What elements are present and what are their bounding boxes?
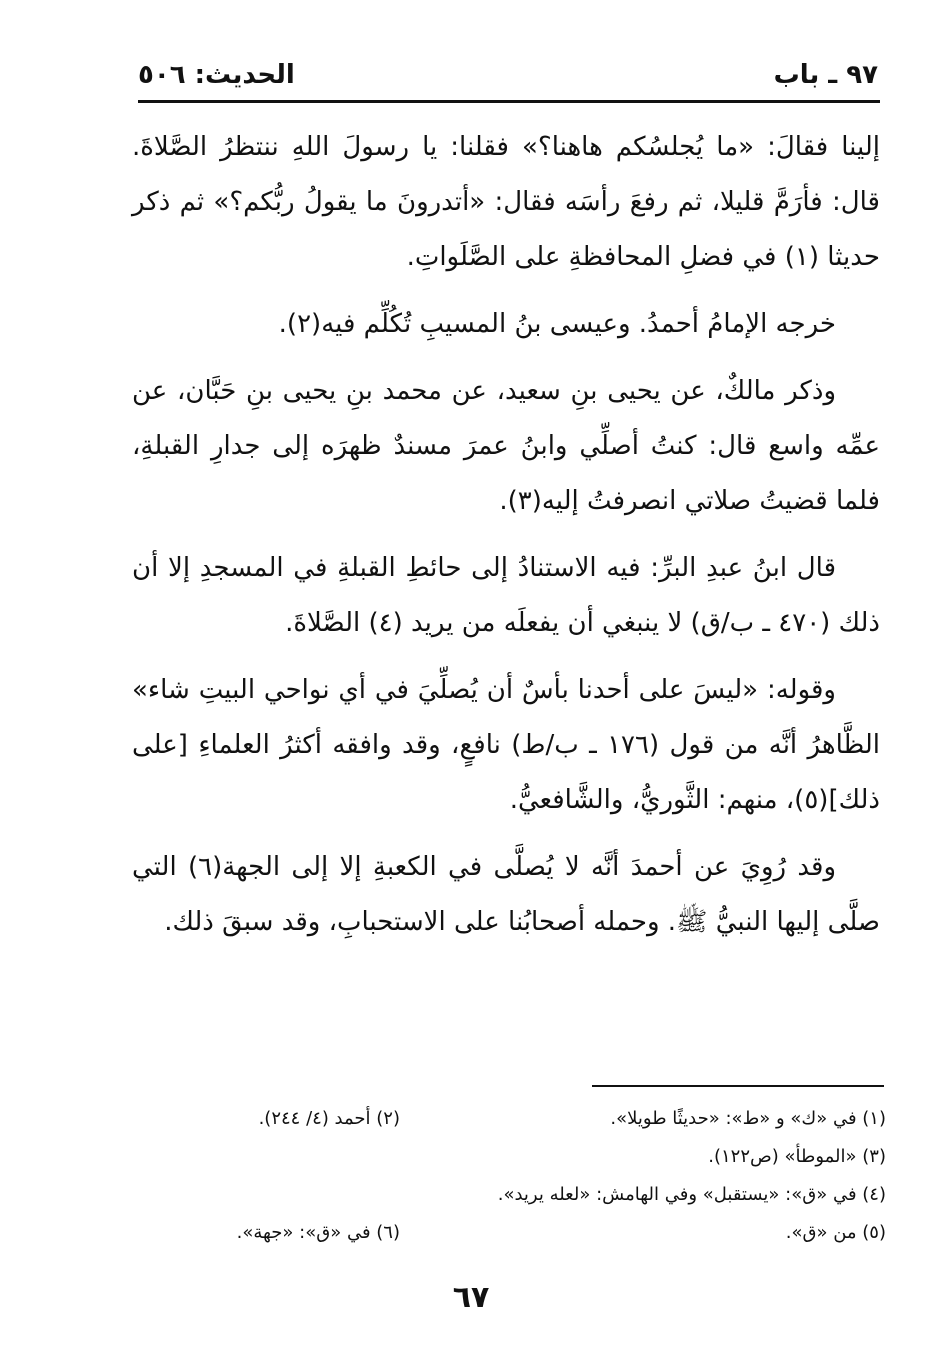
footnote-row — [190, 1138, 886, 1176]
paragraph-4: قال ابنُ عبدِ البرِّ: فيه الاستنادُ إلى حائطِ القبلةِ في المسجدِ إلا أن ذلك (٤٧٠ ـ ب/ق) لا ينبغي أن يفعلَه من يريد (٤) الصَّلاةَ. — [132, 553, 880, 638]
chapter-heading: ٩٧ ـ باب — [773, 60, 878, 90]
page-number: ٦٧ — [452, 1280, 490, 1315]
footnote-6: (٦) في «ق»: «جهة». — [236, 1222, 400, 1243]
paragraph-6: وقد رُوِيَ عن أحمدَ أنَّه لا يُصلَّى في الكعبةِ إلا إلى الجهة(٦) التي صلَّى إليها النبيُّ ﷺ. وحمله أصحابُنا على الاستحبابِ، وقد سبقَ ذلك. — [132, 852, 880, 937]
footnote-divider — [592, 1085, 884, 1087]
paragraph-5: وقوله: «ليسَ على أحدنا بأسٌ أن يُصلِّيَ في أي نواحي البيتِ شاء» الظَّاهرُ أنَّه من قول (١٧٦ ـ ب/ط) نافعٍ، وقد وافقه أكثرُ العلماءِ [على ذلك](٥)، منهم: الثَّوريُّ، والشَّافعيُّ. — [132, 675, 880, 815]
footnotes — [190, 1100, 886, 1252]
paragraph-1: إلينا فقالَ: «ما يُجلسُكم هاهنا؟» فقلنا: يا رسولَ اللهِ ننتظرُ الصَّلاةَ. قال: فأرَمَّ قليلا، ثم رفعَ رأسَه فقال: «أتدرونَ ما يقولُ ربُّكم؟» ثم ذكر حديثا (١) في فضلِ المحافظةِ على الصَّلَواتِ. — [132, 132, 880, 272]
paragraph-3: وذكر مالكٌ، عن يحيى بنِ سعيد، عن محمد بنِ يحيى بنِ حَبَّان، عن عمِّه واسع قال: كنتُ أصلِّي وابنُ عمرَ مسندٌ ظهرَه إلى جدارِ القبلةِ، فلما قضيتُ صلاتي انصرفتُ إليه(٣). — [132, 376, 880, 516]
footnote-row — [190, 1100, 886, 1138]
footnote-4: (٤) في «ق»: «يستقبل» وفي الهامش: «لعله يريد». — [497, 1184, 886, 1205]
header-divider — [138, 100, 880, 103]
footnote-3: (٣) «الموطأ» (ص١٢٢). — [708, 1146, 886, 1167]
running-header — [138, 60, 878, 96]
footnote-2: (٢) أحمد (٤/ ٢٤٤). — [258, 1108, 400, 1129]
footnote-row — [190, 1214, 886, 1252]
footnote-1: (١) في «ك» و «ط»: «حديثًا طويلا». — [610, 1108, 886, 1129]
main-text — [132, 120, 880, 962]
paragraph-2: خرجه الإمامُ أحمدُ. وعيسى بنُ المسيبِ تُكُلِّم فيه(٢). — [278, 309, 836, 339]
footnote-row — [190, 1176, 886, 1214]
hadith-number: الحديث: ٥٠٦ — [138, 60, 295, 90]
footnote-5: (٥) من «ق». — [785, 1222, 886, 1243]
